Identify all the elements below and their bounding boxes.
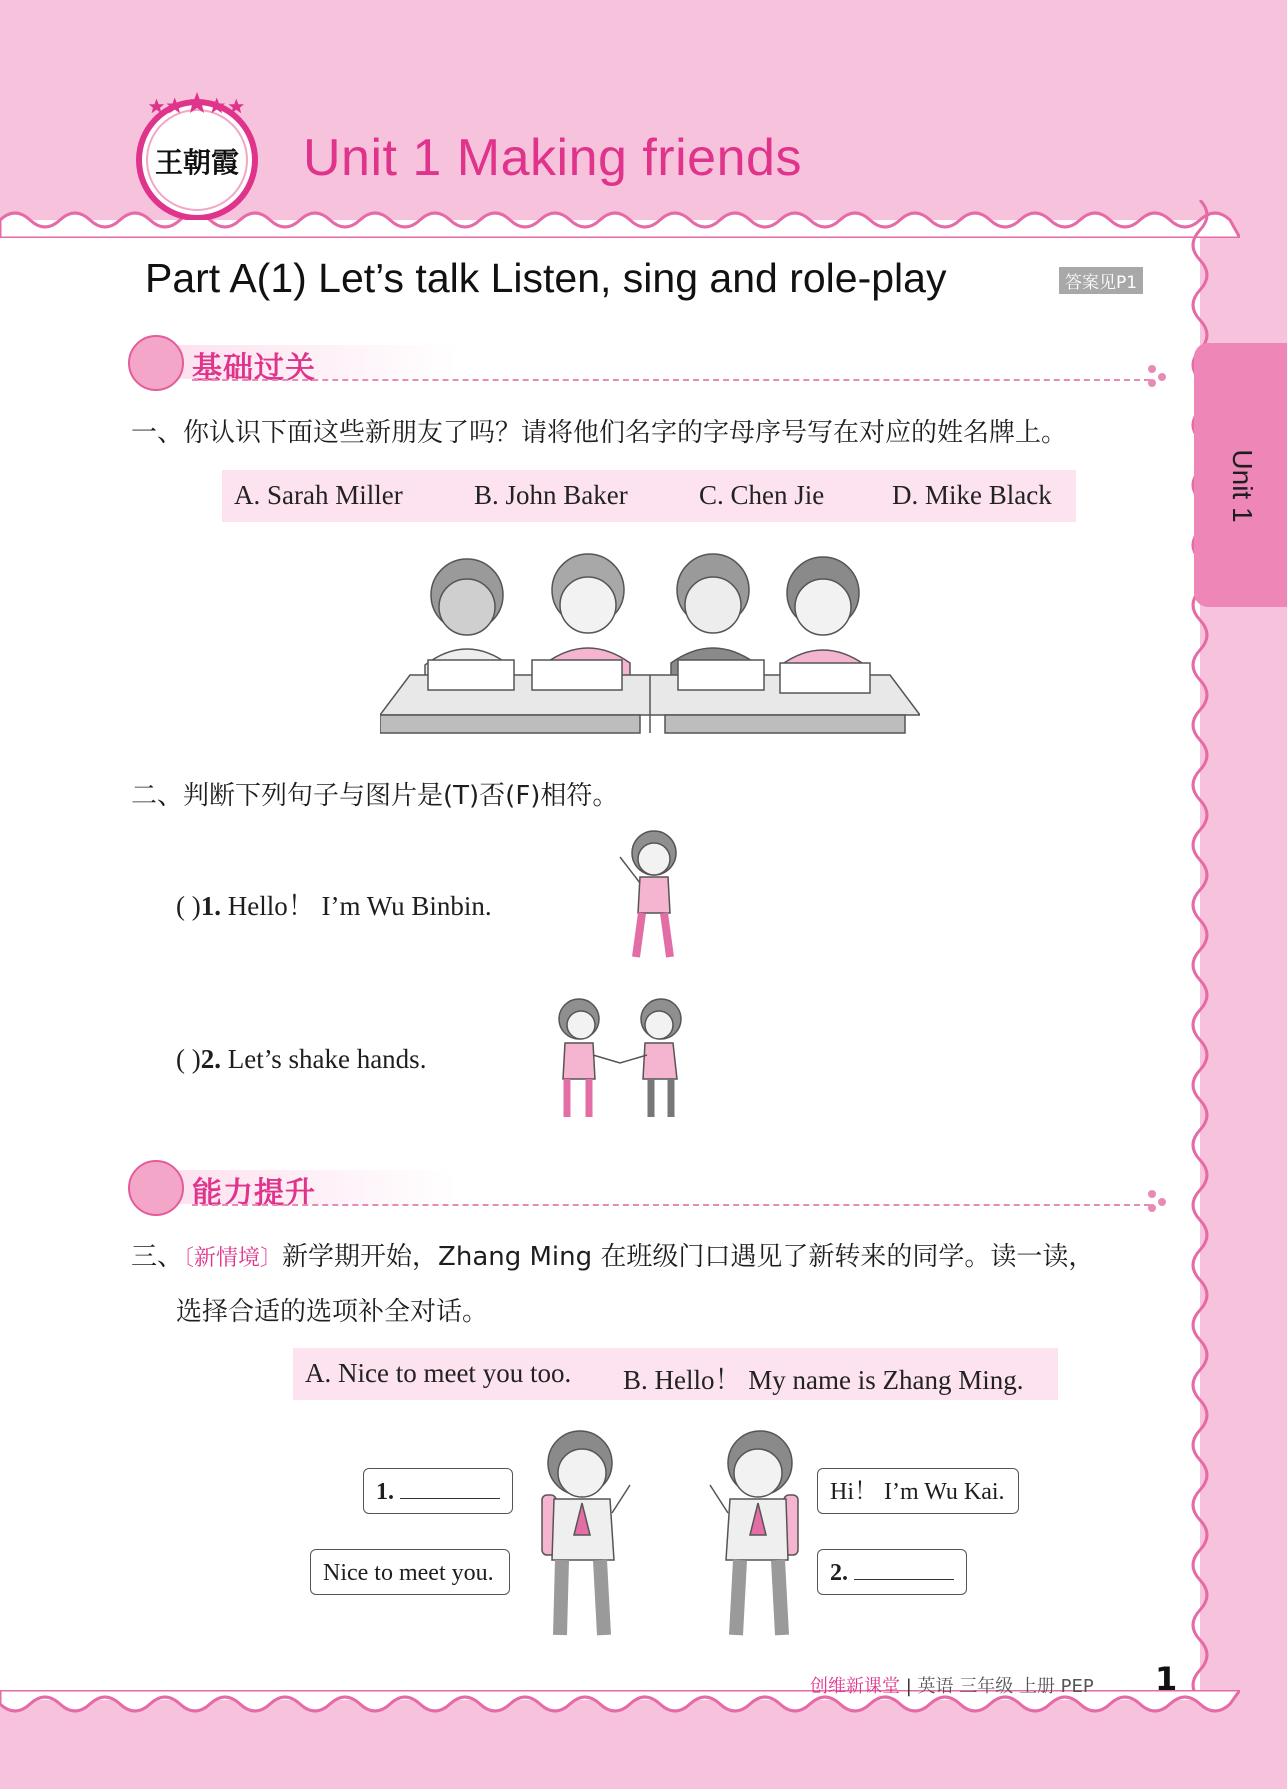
answer-paren[interactable]: ( ) [176, 1044, 201, 1074]
q1-option: A. Sarah Miller [234, 480, 403, 510]
part-title: Part A(1) Let’s talk Listen, sing and role-play [145, 255, 947, 301]
section-heading-basic [128, 335, 1170, 387]
dots-icon [1148, 365, 1170, 387]
q3-prompt-line1 [131, 1236, 1094, 1273]
boy-wu-kai-illustration [690, 1425, 810, 1650]
speech-bubble-blank-1[interactable] [363, 1468, 513, 1514]
page-number: 1 [1155, 1660, 1178, 1698]
answer-blank[interactable] [400, 1480, 500, 1499]
boy-zhang-ming-illustration [530, 1425, 650, 1650]
q1-options-box [222, 470, 1076, 522]
answer-reference-tag: 答案见P1 [1059, 267, 1143, 294]
q3-options-box [293, 1348, 1058, 1400]
waving-girl-illustration [612, 825, 692, 970]
footer-course-info: 英语 三年级 上册 PEP [917, 1676, 1094, 1697]
unit-side-tab-label: Unit 1 [1227, 449, 1258, 523]
q1-option: B. John Baker [474, 480, 628, 510]
footer-brand-name: 创维新课堂 [810, 1676, 900, 1697]
item-number: 1. [200, 891, 221, 921]
q3-option: B. Hello！ My name is Zhang Ming. [623, 1365, 1024, 1395]
section-heading-advanced [128, 1160, 1170, 1212]
brand-logo-seal [132, 90, 262, 220]
speech-bubble-blank-2[interactable] [817, 1549, 967, 1595]
dots-icon [1148, 1190, 1170, 1212]
blank-number: 2. [830, 1560, 848, 1586]
q2-prompt: 二、判断下列句子与图片是(T)否(F)相符。 [131, 781, 619, 811]
item-text: Hello！ I’m Wu Binbin. [227, 891, 492, 921]
q1-prompt: 一、你认识下面这些新朋友了吗？请将他们名字的字母序号写在对应的姓名牌上。 [131, 418, 1068, 448]
four-children-at-desks-illustration [380, 545, 920, 735]
speech-bubble-left-2: Nice to meet you. [310, 1549, 510, 1595]
footer-brand: 创维新课堂 | 英语 三年级 上册 PEP [810, 1676, 1094, 1697]
section-title: 能力提升 [192, 1176, 316, 1211]
q2-item-1 [176, 884, 492, 923]
q3-number: 三、 [131, 1242, 184, 1272]
q3-prompt-line2: 选择合适的选项补全对话。 [176, 1297, 489, 1327]
q1-option: C. Chen Jie [699, 480, 825, 510]
blank-number: 1. [376, 1479, 394, 1505]
shaking-hands-illustration [545, 993, 695, 1123]
q2-item-2 [176, 1044, 426, 1075]
new-context-tag: 〔新情境〕 [183, 1246, 283, 1271]
section-title: 基础过关 [192, 351, 316, 386]
answer-blank[interactable] [854, 1561, 954, 1580]
q1-option: D. Mike Black [892, 480, 1052, 510]
logo-text: 王朝霞 [154, 146, 240, 179]
unit-title: Unit 1 Making friends [303, 129, 802, 187]
monkey-avatar-icon [128, 1160, 184, 1216]
item-number: 2. [200, 1044, 221, 1074]
q3-prompt-text: 新学期开始，Zhang Ming 在班级门口遇见了新转来的同学。读一读， [282, 1242, 1095, 1272]
speech-bubble-right-1: Hi！ I’m Wu Kai. [817, 1468, 1019, 1514]
girl-avatar-icon [128, 335, 184, 391]
q3-option: A. Nice to meet you too. [305, 1358, 572, 1388]
item-text: Let’s shake hands. [227, 1044, 427, 1074]
answer-paren[interactable]: ( ) [176, 891, 201, 921]
